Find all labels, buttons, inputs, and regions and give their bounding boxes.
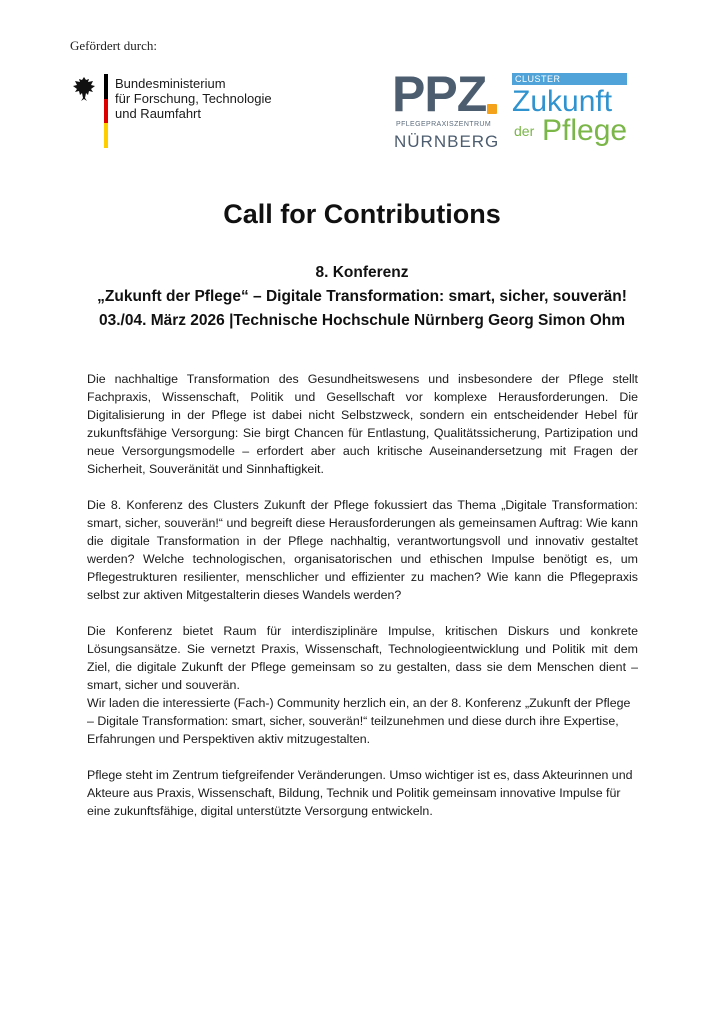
ppz-city: NÜRNBERG [394, 132, 500, 151]
ppz-subtitle: PFLEGEPRAXISZENTRUM [396, 121, 492, 128]
federal-eagle-icon [72, 76, 96, 102]
paragraph-4: Wir laden die interessierte (Fach-) Community herzlich ein, an der 8. Konferenz „Zukunft der Pflege – Digitale Transformation: smart, sicher, souverän!“ teilzunehmen und diese durch ihre Expertise, Erfahrungen und Perspektiven aktiv mitzugestalten. [87, 696, 631, 746]
conference-date-place: 03./04. März 2026 |Technische Hochschule Nürnberg Georg Simon Ohm [98, 312, 626, 329]
cluster-word-der: der [514, 123, 535, 139]
ppz-dot-icon [487, 104, 497, 114]
ministry-logo [68, 72, 298, 154]
paragraph-3: Die Konferenz bietet Raum für interdisziplinäre Impulse, kritischen Diskurs und konkrete Lösungsansätze. Sie vernetzt Praxis, Wissenschaft, Technologieentwicklung und Politik mit dem Ziel, die digitale Zukunft der Pflege gemeinsam so zu gestalten, dass sie dem Menschen dient – smart, sicher und souverän. [87, 624, 638, 692]
conference-theme: „Zukunft der Pflege“ – Digitale Transformation: smart, sicher, souverän! [97, 288, 627, 305]
cluster-word-zukunft: Zukunft [512, 85, 613, 118]
cluster-tag: CLUSTER [512, 73, 627, 85]
conference-number: 8. Konferenz [315, 264, 409, 281]
paragraph-2: Die 8. Konferenz des Clusters Zukunft der Pflege fokussiert das Thema „Digitale Transformation: smart, sicher, souverän!“ und begreift diese Herausforderungen als gemeinsamen Auftrag: Wie kann die digitale Transformation in der Pflege nachhaltig, verantwortungsvoll und innovativ gestaltet werden? Welche technologischen, organisatorischen und ethischen Impulse benötigt es, um Pflegestrukturen resilienter, menschlicher und effizienter zu machen? Wie kann die Pflegepraxis selbst zur aktiven Mitgestalterin dieses Wandels werden? [87, 498, 638, 602]
ministry-line-1: Bundesministerium [115, 76, 226, 91]
ministry-name [115, 76, 272, 121]
cluster-logo [512, 73, 632, 155]
ministry-line-3: und Raumfahrt [115, 106, 201, 121]
funded-by-label: Gefördert durch: [70, 38, 157, 53]
paragraph-1: Die nachhaltige Transformation des Gesundheitswesens und insbesondere der Pflege stellt Fachpraxis, Wissenschaft, Politik und Gesellschaft vor komplexe Herausforderungen. Die Digitalisierung in der Pflege ist dabei nicht Selbstzweck, sondern ein entscheidender Hebel für zukunftsfähige Versorgung: Sie birgt Chancen für Entlastung, Qualitätssicherung, Partizipation und neue Versorgungsmodelle – erfordert aber auch kritische Auseinandersetzung mit Fragen der Sicherheit, Souveränität und Sinnhaftigkeit. [87, 372, 638, 476]
ppz-mark: PPZ [392, 66, 487, 122]
paragraph-5: Pflege steht im Zentrum tiefgreifender Veränderungen. Umso wichtiger ist es, dass Akteurinnen und Akteure aus Praxis, Wissenschaft, Bildung, Technik und Politik gemeinsam innovative Impulse für eine zukunftsfähige, digital unterstützte Versorgung entwickeln. [87, 768, 633, 818]
body-text [87, 370, 638, 838]
cluster-word-pflege: Pflege [542, 114, 628, 147]
german-flag-bar [104, 74, 108, 148]
ppz-logo [392, 66, 502, 154]
ministry-line-2: für Forschung, Technologie [115, 91, 272, 106]
page-title: Call for Contributions [223, 199, 501, 229]
